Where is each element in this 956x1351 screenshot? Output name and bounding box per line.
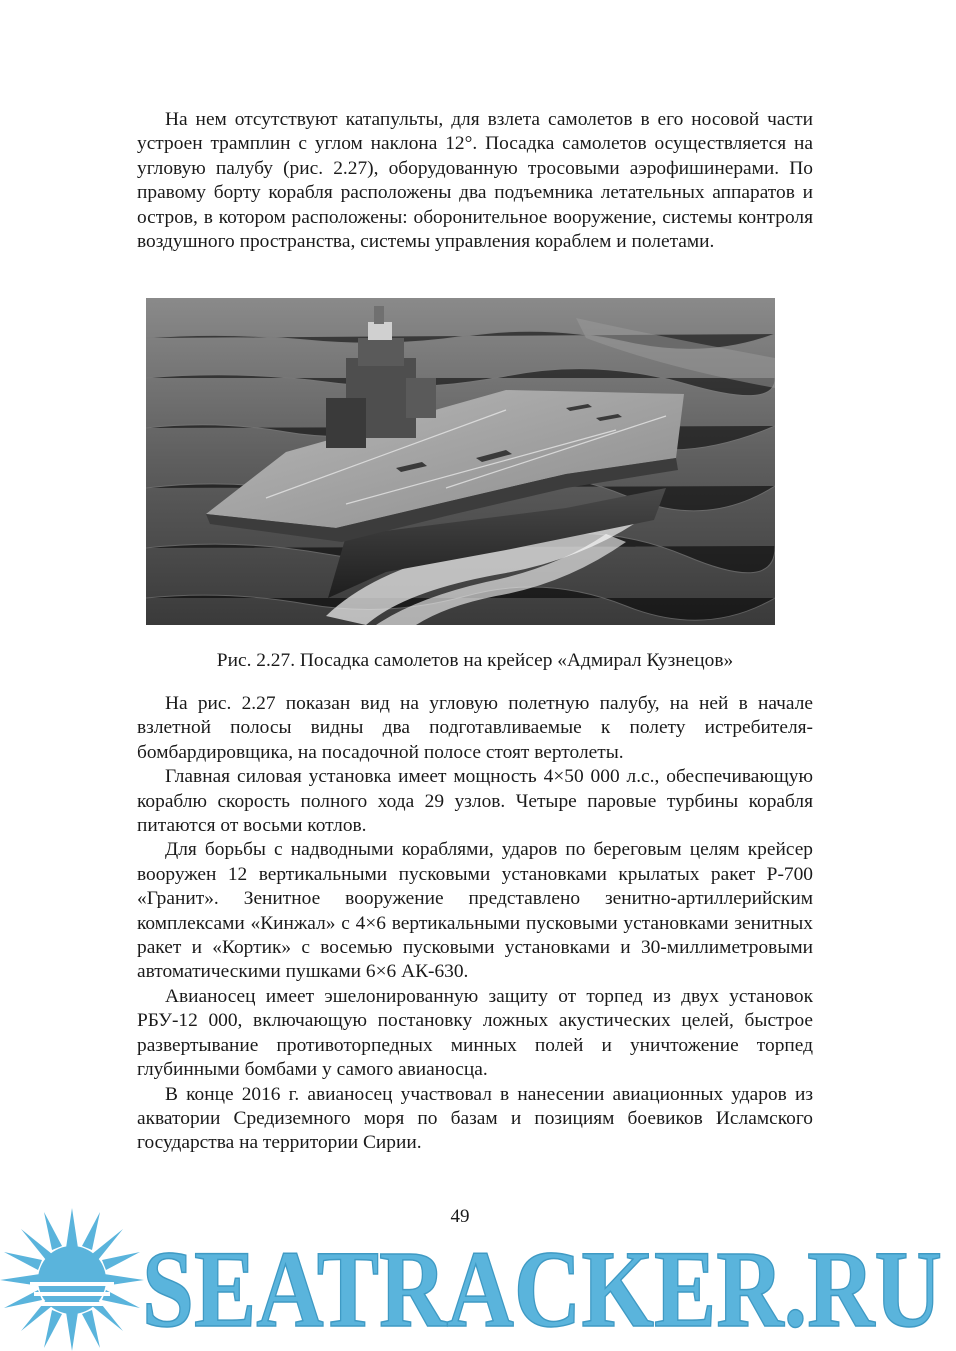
page-number: 49 — [450, 1206, 470, 1227]
paragraph-3: Главная силовая установка имеет мощность 4×50 000 л.с., обеспечивающую кораблю скорость полного хода 29 узлов. Четыре паровые турбины корабля питаются от восьми котлов. — [137, 766, 813, 837]
paragraph-4: Для борьбы с надводными кораблями, ударов по береговым целям крейсер вооружен 12 вертикальными пусковыми установками крылатых ракет Р-700 «Гранит». Зенитное вооружение представлено зенитно-артиллерийским комплексами «Кинжал» с 4×6 вертикальными пусковыми установками зенитных ракет и «Кортик» с восемью пусковыми установками и 30-миллиметровыми автоматическими пушками 6×6 АК-630. — [137, 839, 813, 983]
watermark-text: SEATRACKER.RU — [142, 1228, 942, 1350]
intro-text-block — [137, 108, 813, 254]
paragraph-1: На нем отсутствуют катапульты, для взлета самолетов в его носовой части устроен трамплин с углом наклона 12°. Посадка самолетов осуществляется на угловую палубу (рис. 2.27), оборудованную тросовыми аэрофишинерами. По правому борту корабля расположены два подъемника летательных аппаратов и остров, в котором расположены: оборонительное вооружение, системы контроля воздушного пространства, системы управления кораблем и полетами. — [137, 109, 813, 253]
carrier-photo — [146, 298, 775, 625]
paragraph-2: На рис. 2.27 показан вид на угловую полетную палубу, на ней в начале взлетной полосы видны два подготавливаемые к полету истребителя-бомбардировщика, на посадочной полосе стоят вертолеты. — [137, 693, 813, 763]
paragraph-5: Авианосец имеет эшелонированную защиту от торпед из двух установок РБУ-12 000, включающую постановку ложных акустических целей, быстрое развертывание противоторпедных минных полей и уничтожение торпед глубинными бомбами у самого авианосца. — [137, 985, 813, 1081]
sun-logo-icon — [0, 1208, 144, 1351]
watermark — [0, 1208, 956, 1351]
figure-caption: Рис. 2.27. Посадка самолетов на крейсер «Адмирал Кузнецов» — [216, 650, 734, 671]
main-text-block — [137, 692, 813, 1156]
paragraph-6: В конце 2016 г. авианосец участвовал в нанесении авиационных ударов из акватории Средиземного моря по базам и позициям боевиков Исламского государства на территории Сирии. — [137, 1083, 813, 1154]
